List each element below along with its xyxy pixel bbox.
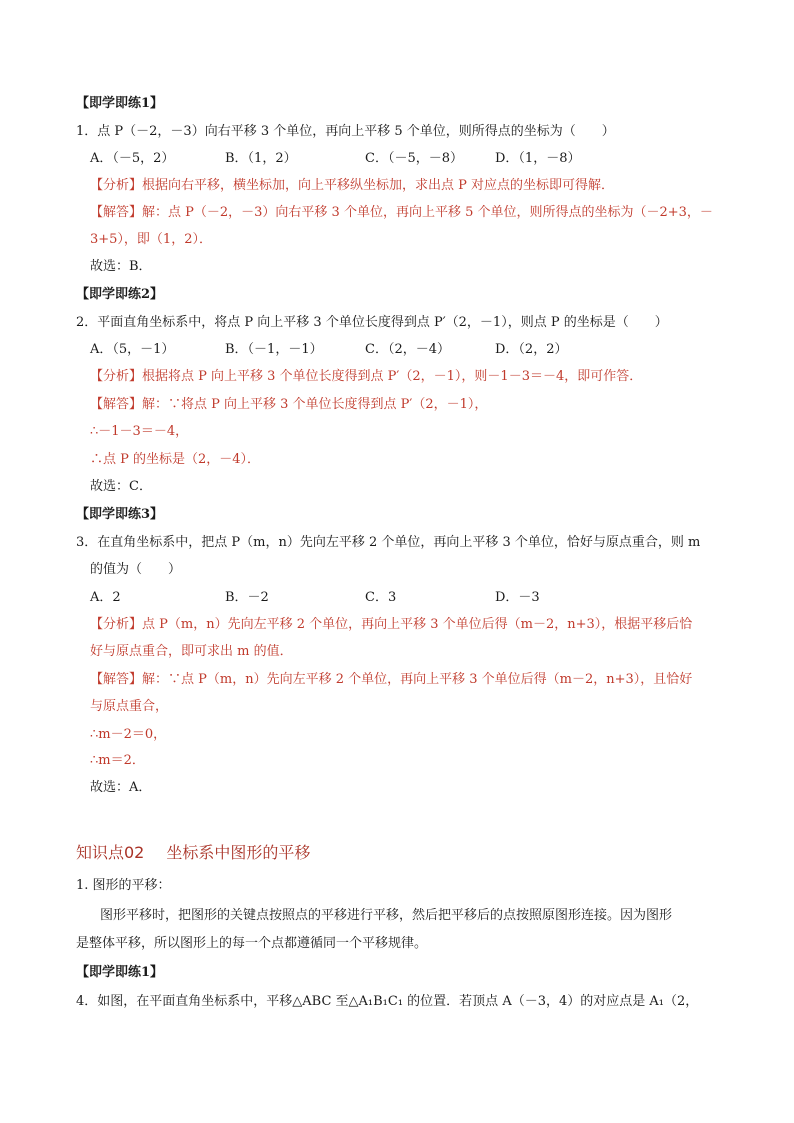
item-1-body-line-1: 图形平移时，把图形的关键点按照点的平移进行平移，然后把平移后的点按照原图形连接。因为图形 (100, 908, 673, 923)
question-4-stem: 4．如图，在平面直角坐标系中，平移△ABC 至△A₁B₁C₁ 的位置．若顶点 A（－3，4）的对应点是 A₁（2， (76, 994, 699, 1009)
section-heading (76, 842, 310, 864)
practice-tag-3: 【即学即练3】 (76, 507, 164, 522)
option-b: B．－2 (225, 590, 269, 605)
question-3-stem-cont: 的值为（ ） (90, 562, 182, 577)
question-1-answer-line-2: 3+5），即（1，2）． (90, 232, 212, 247)
question-2-choice: 故选：C． (90, 479, 152, 494)
option-d: D．－3 (495, 590, 540, 605)
question-3-answer-line-2: 与原点重合， (90, 699, 169, 714)
option-c: C．3 (365, 590, 397, 605)
question-3-analysis-cont: 好与原点重合，即可求出 m 的值． (90, 644, 293, 659)
question-1-analysis: 【分析】根据向右平移，横坐标加，向上平移纵坐标加，求出点 P 对应点的坐标即可得解． (90, 178, 615, 193)
question-1-answer-line-1: 【解答】解：点 P（－2，－3）向右平移 3 个单位，再向上平移 5 个单位，则所得点的坐标为（－2+3，－ (90, 205, 713, 220)
question-1-stem: 1．点 P（－2，－3）向右平移 3 个单位，再向上平移 5 个单位，则所得点的坐标为（ ） (76, 124, 615, 139)
question-3-answer-line-3: ∴m－2＝0， (90, 727, 167, 742)
option-d: D．（2，2） (495, 342, 568, 357)
option-a: A．（－5，2） (90, 151, 175, 166)
item-1-title: 1. 图形的平移： (76, 878, 171, 893)
question-3-choice: 故选：A． (90, 780, 152, 795)
item-1-body-line-2: 是整体平移，所以图形上的每一个点都遵循同一个平移规律。 (76, 936, 428, 951)
option-a: A．（5，－1） (90, 342, 175, 357)
option-c: C．（－5，－8） (365, 151, 463, 166)
section-title: 坐标系中图形的平移 (166, 843, 311, 862)
question-3-answer-line-1: 【解答】解：∵点 P（m，n）先向左平移 2 个单位，再向上平移 3 个单位后得（m－2，n+3），且恰好 (90, 672, 693, 687)
practice-tag-4: 【即学即练1】 (76, 965, 164, 980)
question-2-answer-line-1: 【解答】解：∵将点 P 向上平移 3 个单位长度得到点 P′（2，－1）， (90, 397, 488, 412)
practice-tag-1: 【即学即练1】 (76, 96, 164, 111)
practice-tag-2: 【即学即练2】 (76, 287, 164, 302)
question-2-analysis: 【分析】根据将点 P 向上平移 3 个单位长度得到点 P′（2，－1），则－1－3＝－4，即可作答． (90, 369, 643, 384)
question-1-choice: 故选：B． (90, 259, 152, 274)
option-c: C．（2，－4） (365, 342, 450, 357)
question-2-stem: 2．平面直角坐标系中，将点 P 向上平移 3 个单位长度得到点 P′（2，－1），则点 P 的坐标是（ ） (76, 315, 668, 330)
option-b: B．（－1，－1） (225, 342, 323, 357)
question-3-answer-line-4: ∴m＝2． (90, 753, 145, 768)
section-number: 知识点02 (76, 843, 145, 862)
question-3-analysis: 【分析】点 P（m，n）先向左平移 2 个单位，再向上平移 3 个单位后得（m－2，n+3），根据平移后恰 (90, 617, 693, 632)
option-a: A．2 (90, 590, 121, 605)
question-2-answer-line-3: ∴点 P 的坐标是（2，－4）． (90, 452, 261, 467)
option-b: B．（1，2） (225, 151, 297, 166)
option-d: D．（1，－8） (495, 151, 581, 166)
question-2-answer-line-2: ∴－1－3＝－4， (90, 424, 189, 439)
question-3-stem: 3．在直角坐标系中，把点 P（m，n）先向左平移 2 个单位，再向上平移 3 个单位，恰好与原点重合，则 m (76, 535, 701, 550)
